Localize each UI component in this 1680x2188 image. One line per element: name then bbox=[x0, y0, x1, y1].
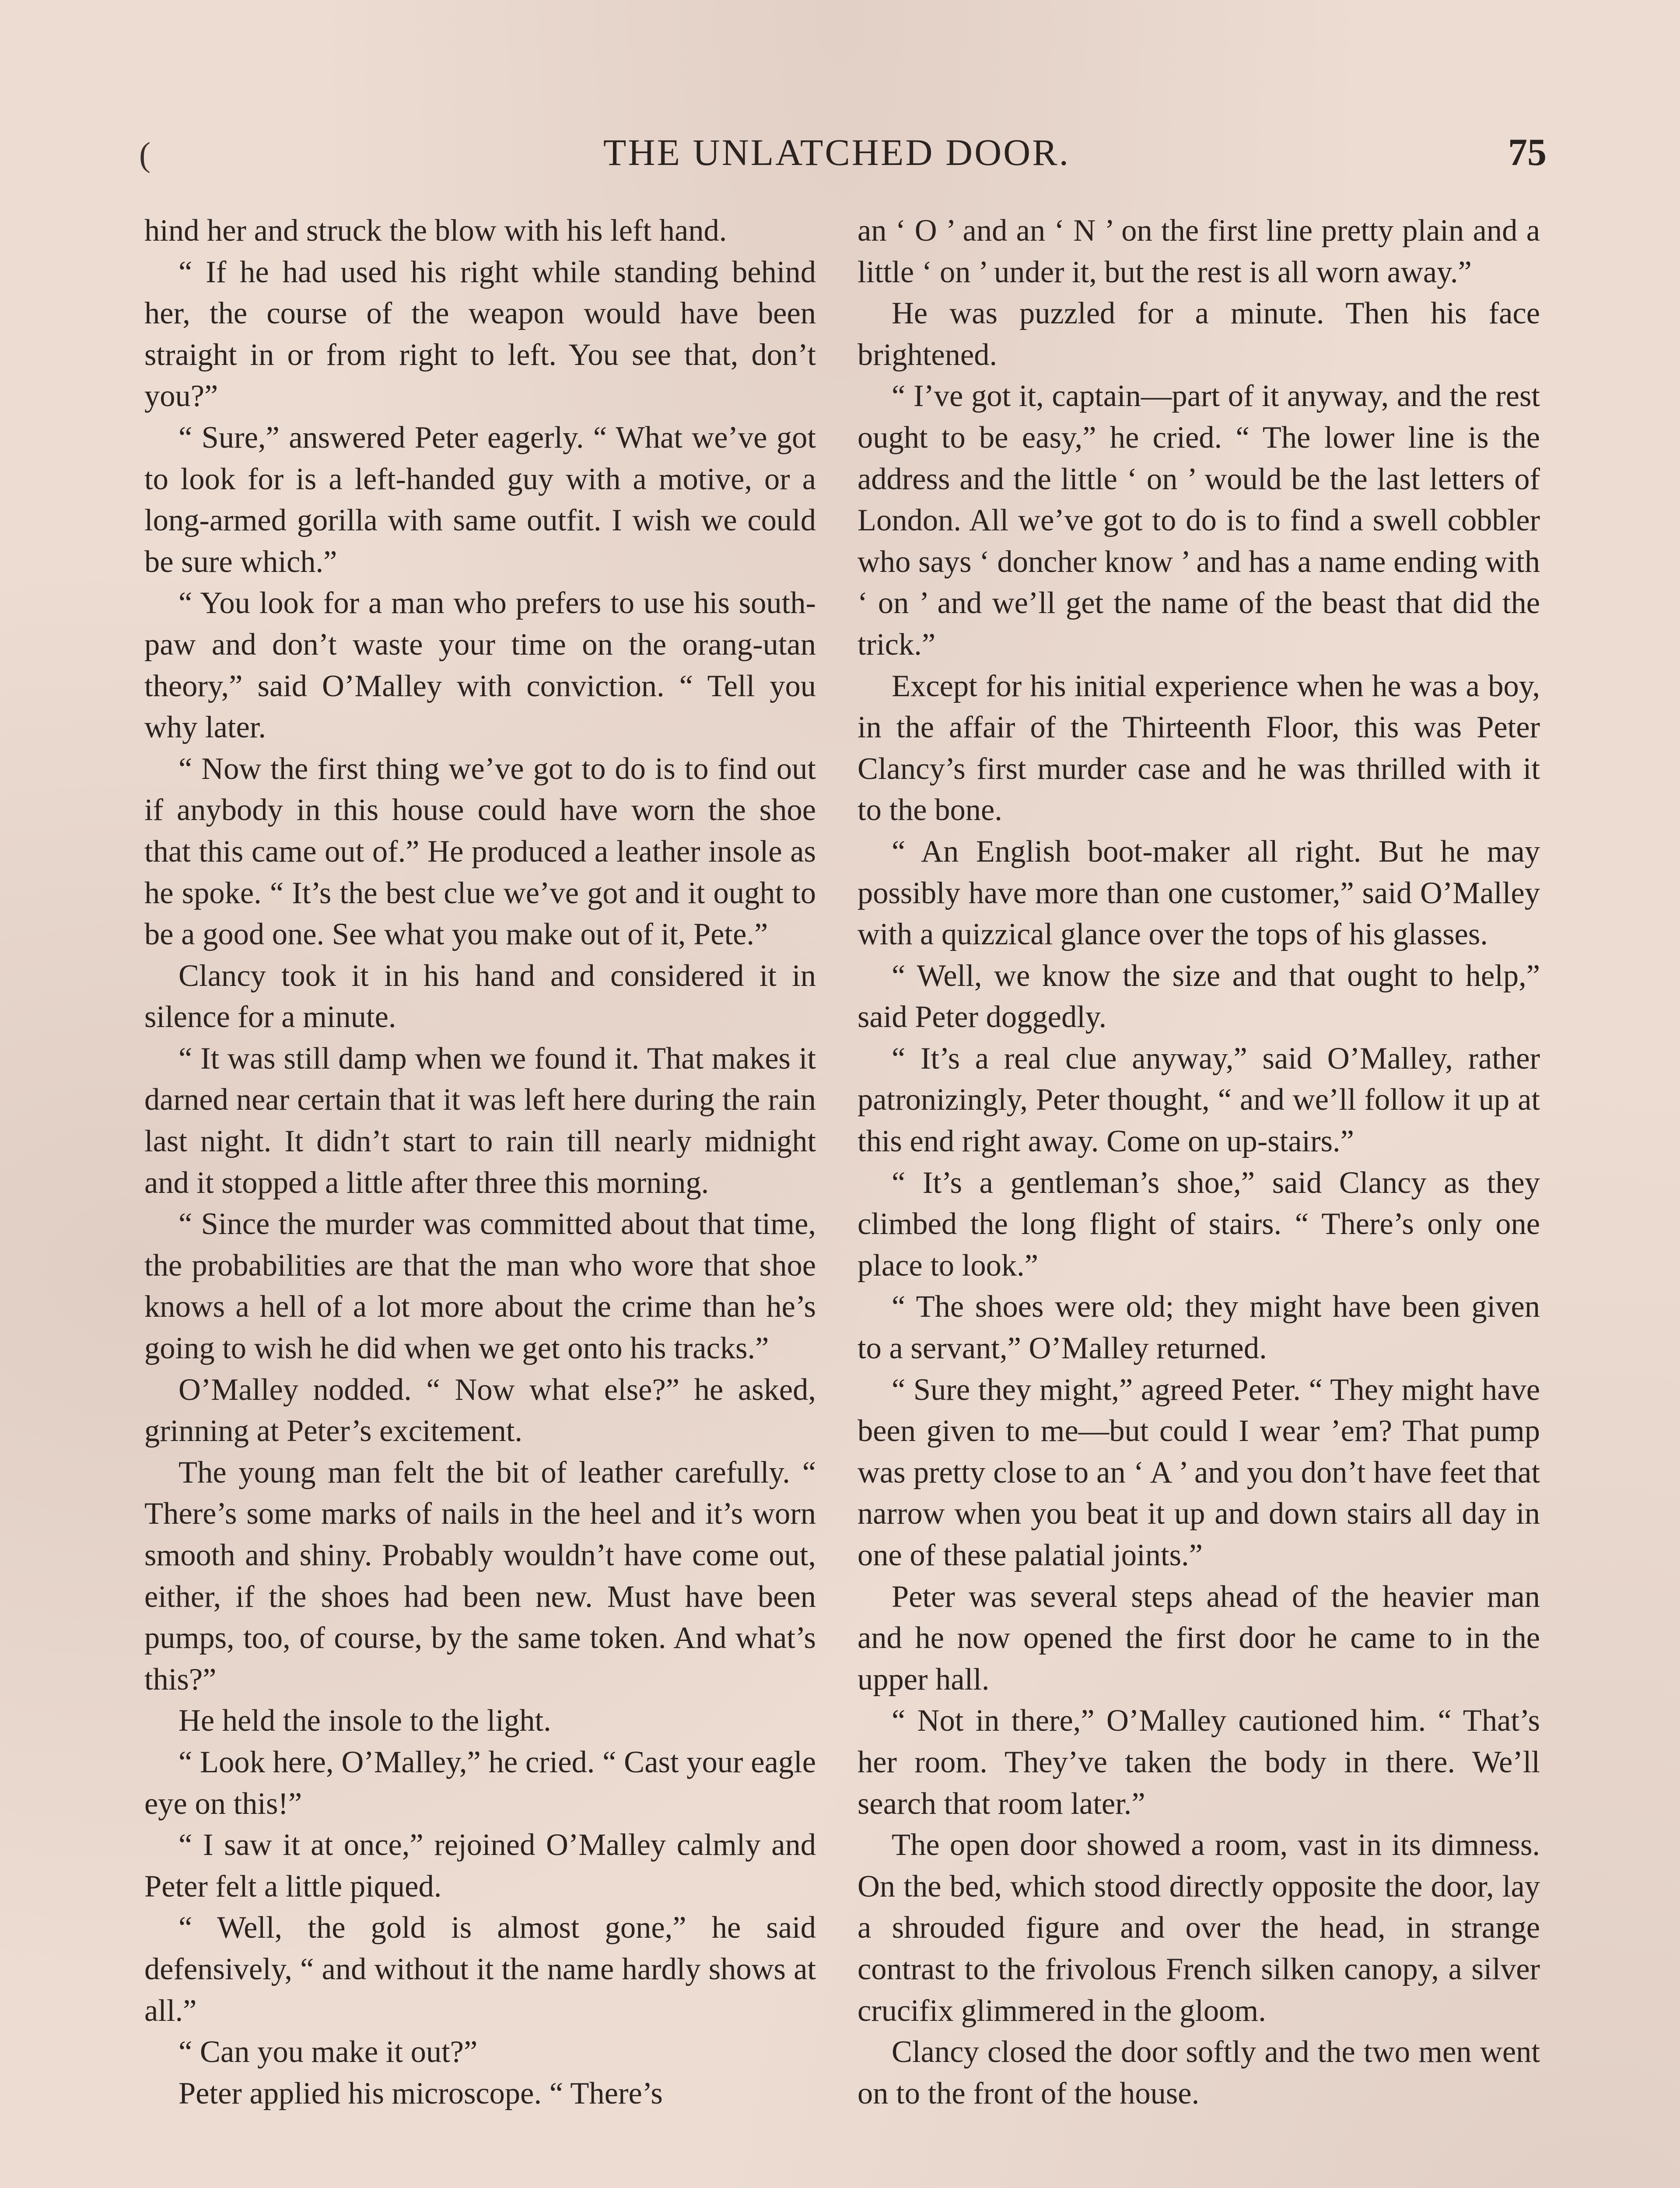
paragraph: Peter was several steps ahead of the heavier man and he now opened the first door he came to in the upper hall. bbox=[858, 1579, 1540, 1697]
paragraph: He was puzzled for a minute. Then his face brightened. bbox=[858, 296, 1540, 372]
paragraph: “ Now the first thing we’ve got to do is to find out if anybody in this house could have worn the shoe that this came out of.” He produced a leather insole as he spoke. “ It’s the best clue we’ve got and it ought to be a good one. See what you make out of it, Pete.” bbox=[144, 751, 816, 952]
paragraph: He held the insole to the light. bbox=[178, 1704, 551, 1738]
paragraph: “ Sure,” answered Peter eagerly. “ What we’ve got to look for is a left-handed guy with a motive, or a long-armed gorilla with same outfit. I wish we could be sure which.” bbox=[144, 420, 816, 579]
paragraph: Peter applied his microscope. “ There’s bbox=[178, 2076, 663, 2111]
paragraph: “ Well, the gold is almost gone,” he said defensively, “ and without it the name hardly shows at all.” bbox=[144, 1911, 816, 2028]
left-column bbox=[144, 210, 816, 2114]
paragraph: “ It’s a gentleman’s shoe,” said Clancy as they climbed the long flight of stairs. “ There’s only one place to look.” bbox=[858, 1165, 1540, 1283]
paragraph: “ Not in there,” O’Malley cautioned him. “ That’s her room. They’ve taken the body in there. We’ll search that room later.” bbox=[858, 1704, 1540, 1821]
paragraph: The young man felt the bit of leather carefully. “ There’s some marks of nails in the heel and it’s worn smooth and shiny. Probably wouldn’t have come out, either, if the shoes had been new. Must have been pumps, too, of course, by the same token. And what’s this?” bbox=[144, 1455, 816, 1697]
paragraph: “ The shoes were old; they might have been given to a servant,” O’Malley returned. bbox=[858, 1290, 1540, 1366]
paragraph: Except for his initial experience when he was a boy, in the affair of the Thirteenth Floor, this was Peter Clancy’s first murder case and he was thrilled with it to the bone. bbox=[858, 669, 1540, 828]
paragraph: “ Can you make it out?” bbox=[178, 2035, 478, 2069]
margin-mark: ( bbox=[139, 135, 150, 173]
running-head: THE UNLATCHED DOOR. bbox=[603, 131, 1071, 173]
paragraph: “ Look here, O’Malley,” he cried. “ Cast your eagle eye on this!” bbox=[144, 1745, 816, 1821]
paragraph: “ An English boot-maker all right. But he may possibly have more than one customer,” said O’Malley with a quizzical glance over the tops of his glasses. bbox=[858, 834, 1540, 952]
paragraph: an ‘ O ’ and an ‘ N ’ on the first line pretty plain and a little ‘ on ’ under it, but the rest is all worn away.” bbox=[858, 214, 1540, 289]
paragraph: “ Sure they might,” agreed Peter. “ They might have been given to me—but could I wear ’em? That pump was pretty close to an ‘ A ’ and you don’t have feet that narrow when you beat it up and down stairs all day in one of these palatial joints.” bbox=[858, 1372, 1540, 1572]
paragraph: “ I saw it at once,” rejoined O’Malley calmly and Peter felt a little piqued. bbox=[144, 1828, 816, 1904]
paragraph: “ It was still damp when we found it. That makes it darned near certain that it was left here during the rain last night. It didn’t start to rain till nearly midnight and it stopped a little after three this morning. bbox=[144, 1041, 816, 1200]
paragraph: “ You look for a man who prefers to use his south-paw and don’t waste your time on the orang-utan theory,” said O’Malley with conviction. “ Tell you why later. bbox=[144, 586, 816, 745]
paragraph: “ Well, we know the size and that ought to help,” said Peter doggedly. bbox=[858, 958, 1540, 1034]
paragraph: O’Malley nodded. “ Now what else?” he asked, grinning at Peter’s excitement. bbox=[144, 1372, 816, 1448]
paragraph: “ It’s a real clue anyway,” said O’Malley, rather patronizingly, Peter thought, “ and we’ll follow it up at this end right away. Come on up-stairs.” bbox=[858, 1041, 1540, 1159]
right-column bbox=[858, 210, 1540, 2114]
paragraph: “ Since the murder was committed about that time, the probabilities are that the man who wore that shoe knows a hell of a lot more about the crime than he’s going to wish he did when we get onto his tracks.” bbox=[144, 1207, 816, 1366]
paragraph: “ If he had used his right while standing behind her, the course of the weapon would have been straight in or from right to left. You see that, don’t you?” bbox=[144, 255, 816, 414]
page-number: 75 bbox=[1508, 131, 1547, 174]
paragraph: hind her and struck the blow with his left hand. bbox=[144, 214, 727, 248]
paragraph: “ I’ve got it, captain—part of it anyway, and the rest ought to be easy,” he cried. “ The lower line is the address and the little ‘ on ’ would be the last letters of London. All we’ve got to do is to find a swell cobbler who says ‘ doncher know ’ and has a name ending with ‘ on ’ and we’ll get the name of the beast that did the trick.” bbox=[858, 379, 1540, 662]
page-header bbox=[127, 127, 1547, 179]
paragraph: Clancy took it in his hand and considered it in silence for a minute. bbox=[144, 958, 816, 1034]
paragraph: Clancy closed the door softly and the two men went on to the front of the house. bbox=[858, 2035, 1540, 2111]
paragraph: The open door showed a room, vast in its dimness. On the bed, which stood directly opposite the door, lay a shrouded figure and over the head, in strange contrast to the frivolous French silken canopy, a silver crucifix glimmered in the gloom. bbox=[858, 1828, 1540, 2028]
